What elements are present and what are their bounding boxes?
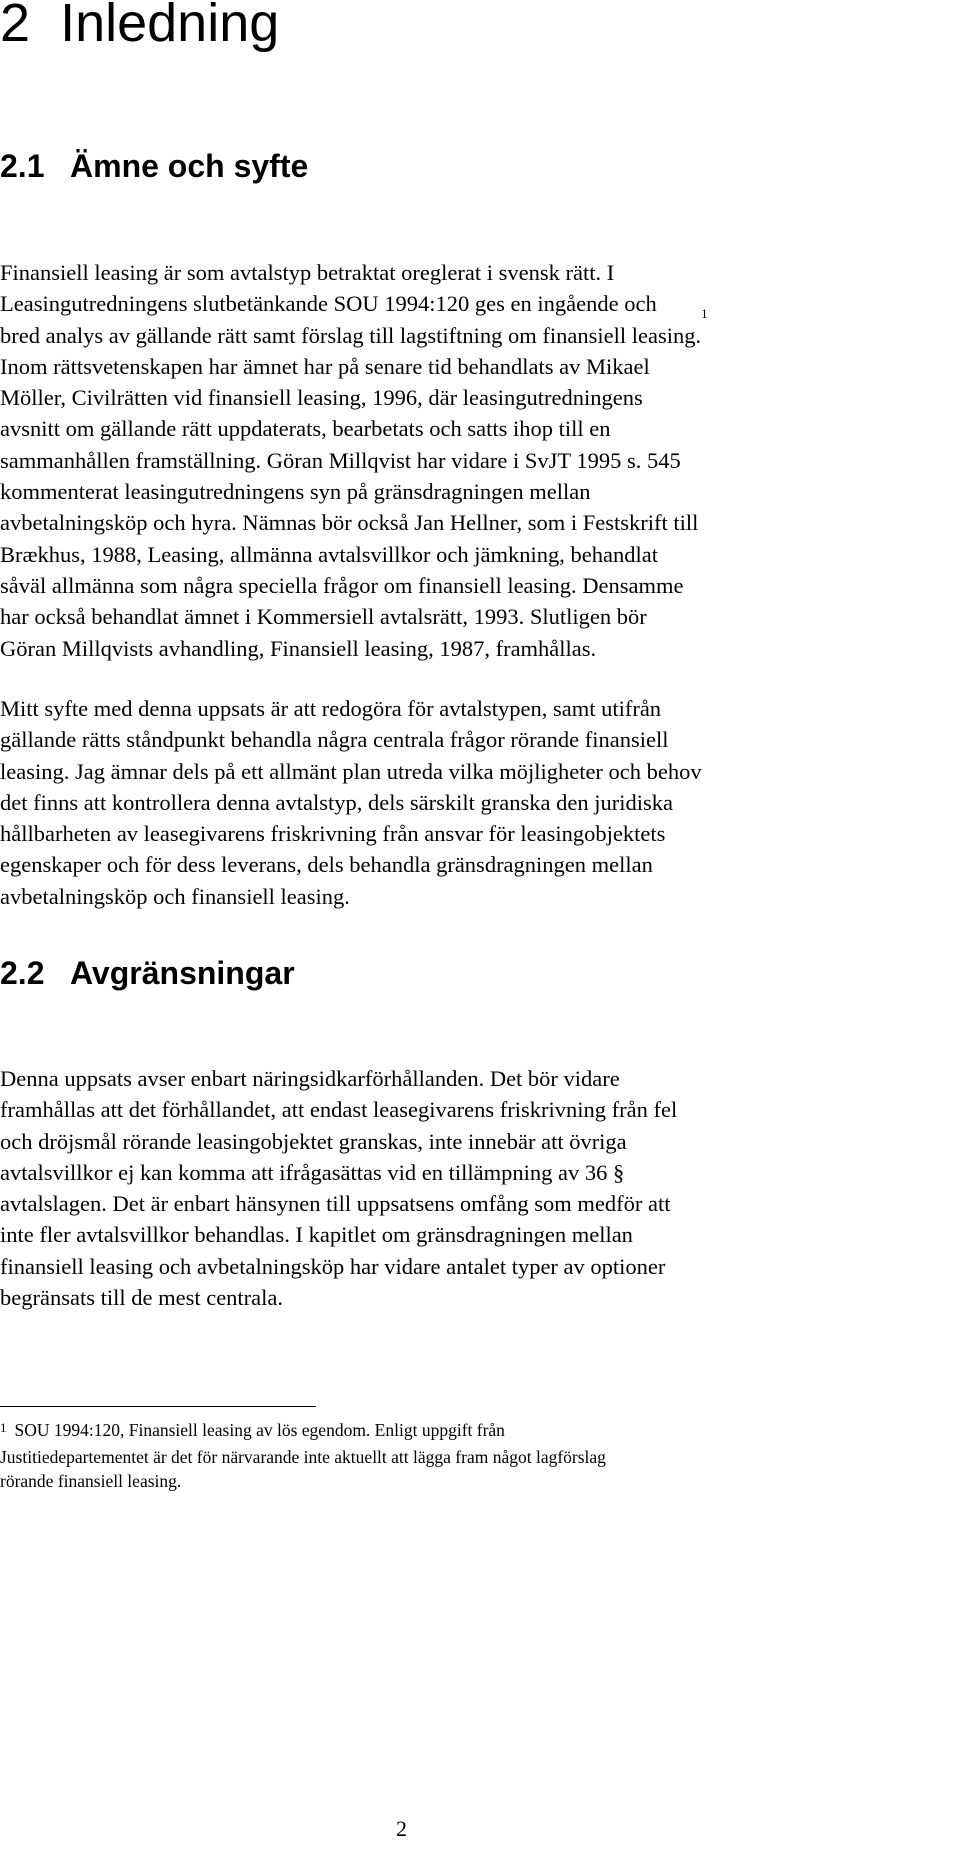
footnote-separator — [0, 1406, 316, 1407]
text-line: Inom rättsvetenskapen har ämnet har på senare tid behandlats av Mikael — [0, 353, 650, 379]
footnote-line: rörande finansiell leasing. — [0, 1471, 182, 1491]
text-line: Brækhus, 1988, Leasing, allmänna avtalsvillkor och jämkning, behandlat — [0, 541, 658, 567]
text-line: avtalsvillkor ej kan komma att ifrågasättas vid en tillämpning av 36 § — [0, 1159, 625, 1185]
chapter-title: Inledning — [60, 0, 280, 53]
section-heading-2-1 — [0, 148, 308, 185]
text-line-content: bred analys av gällande rätt samt förslag till lagstiftning om finansiell leasing. — [0, 322, 702, 348]
text-line: egenskaper och för dess leverans, dels behandla gränsdragningen mellan — [0, 852, 653, 878]
text-line: avsnitt om gällande rätt uppdaterats, bearbetats och satts ihop till en — [0, 416, 611, 442]
text-line: gällande rätts ståndpunkt behandla några centrala frågor rörande finansiell — [0, 727, 669, 753]
text-line: det finns att kontrollera denna avtalstyp, dels särskilt granska den juridiska — [0, 789, 673, 815]
paragraph-subject-literature — [0, 257, 950, 664]
chapter-number: 2 — [0, 0, 31, 53]
text-line: sammanhållen framställning. Göran Millqvist har vidare i SvJT 1995 s. 545 — [0, 447, 681, 473]
section-heading-2-2 — [0, 955, 295, 992]
text-line: Finansiell leasing är som avtalstyp betraktat oreglerat i svensk rätt. I — [0, 260, 615, 285]
text-line — [0, 305, 950, 351]
section-number: 2.2 — [0, 955, 45, 991]
section-number: 2.1 — [0, 148, 45, 184]
chapter-heading — [0, 0, 279, 54]
text-line: finansiell leasing och avbetalningsköp har vidare antalet typer av optioner — [0, 1253, 666, 1279]
text-line: avbetalningsköp och finansiell leasing. — [0, 883, 350, 909]
footnote-line: Justitiedepartementet är det för närvarande inte aktuellt att lägga fram något lagförslag — [0, 1446, 606, 1467]
page-number: 2 — [396, 1816, 407, 1841]
text-line: såväl allmänna som några speciella frågor om finansiell leasing. Densamme — [0, 572, 684, 598]
text-line: Möller, Civilrätten vid finansiell leasing, 1996, där leasingutredningens — [0, 385, 643, 411]
text-line: avtalslagen. Det är enbart hänsynen till uppsatsens omfång som medför att — [0, 1191, 671, 1217]
text-line: Leasingutredningens slutbetänkande SOU 1994:120 ges en ingående och — [0, 291, 657, 317]
text-line: kommenterat leasingutredningens syn på gränsdragningen mellan — [0, 479, 591, 505]
section-title: Ämne och syfte — [70, 148, 309, 184]
text-line: inte fler avtalsvillkor behandlas. I kapitlet om gränsdragningen mellan — [0, 1222, 633, 1248]
text-line: framhållas att det förhållandet, att endast leasegivarens friskrivning från fel — [0, 1097, 678, 1123]
text-line: avbetalningsköp och hyra. Nämnas bör också Jan Hellner, som i Festskrift till — [0, 510, 699, 536]
paragraph-delimitations — [0, 1063, 950, 1313]
footnote-text: SOU 1994:120, Finansiell leasing av lös egendom. Enligt uppgift från — [14, 1420, 505, 1440]
footnote-reference[interactable]: 1 — [701, 305, 708, 321]
text-line: hållbarheten av leasegivarens friskrivning från ansvar för leasingobjektets — [0, 821, 666, 847]
footnote — [0, 1418, 950, 1494]
text-line: begränsats till de mest centrala. — [0, 1285, 284, 1311]
text-line: och dröjsmål rörande leasingobjektet granskas, inte innebär att övriga — [0, 1128, 627, 1154]
text-line: Mitt syfte med denna uppsats är att redogöra för avtalstypen, samt utifrån — [0, 696, 662, 721]
paragraph-purpose — [0, 693, 950, 912]
text-line: Denna uppsats avser enbart näringsidkarförhållanden. Det bör vidare — [0, 1066, 620, 1091]
footnote-number: 1 — [0, 1420, 7, 1435]
text-line: leasing. Jag ämnar dels på ett allmänt plan utreda vilka möjligheter och behov — [0, 758, 702, 784]
text-line: har också behandlat ämnet i Kommersiell avtalsrätt, 1993. Slutligen bör — [0, 604, 647, 630]
footnote-line — [0, 1418, 950, 1445]
text-line: Göran Millqvists avhandling, Finansiell leasing, 1987, framhållas. — [0, 635, 597, 661]
section-title: Avgränsningar — [70, 955, 295, 991]
